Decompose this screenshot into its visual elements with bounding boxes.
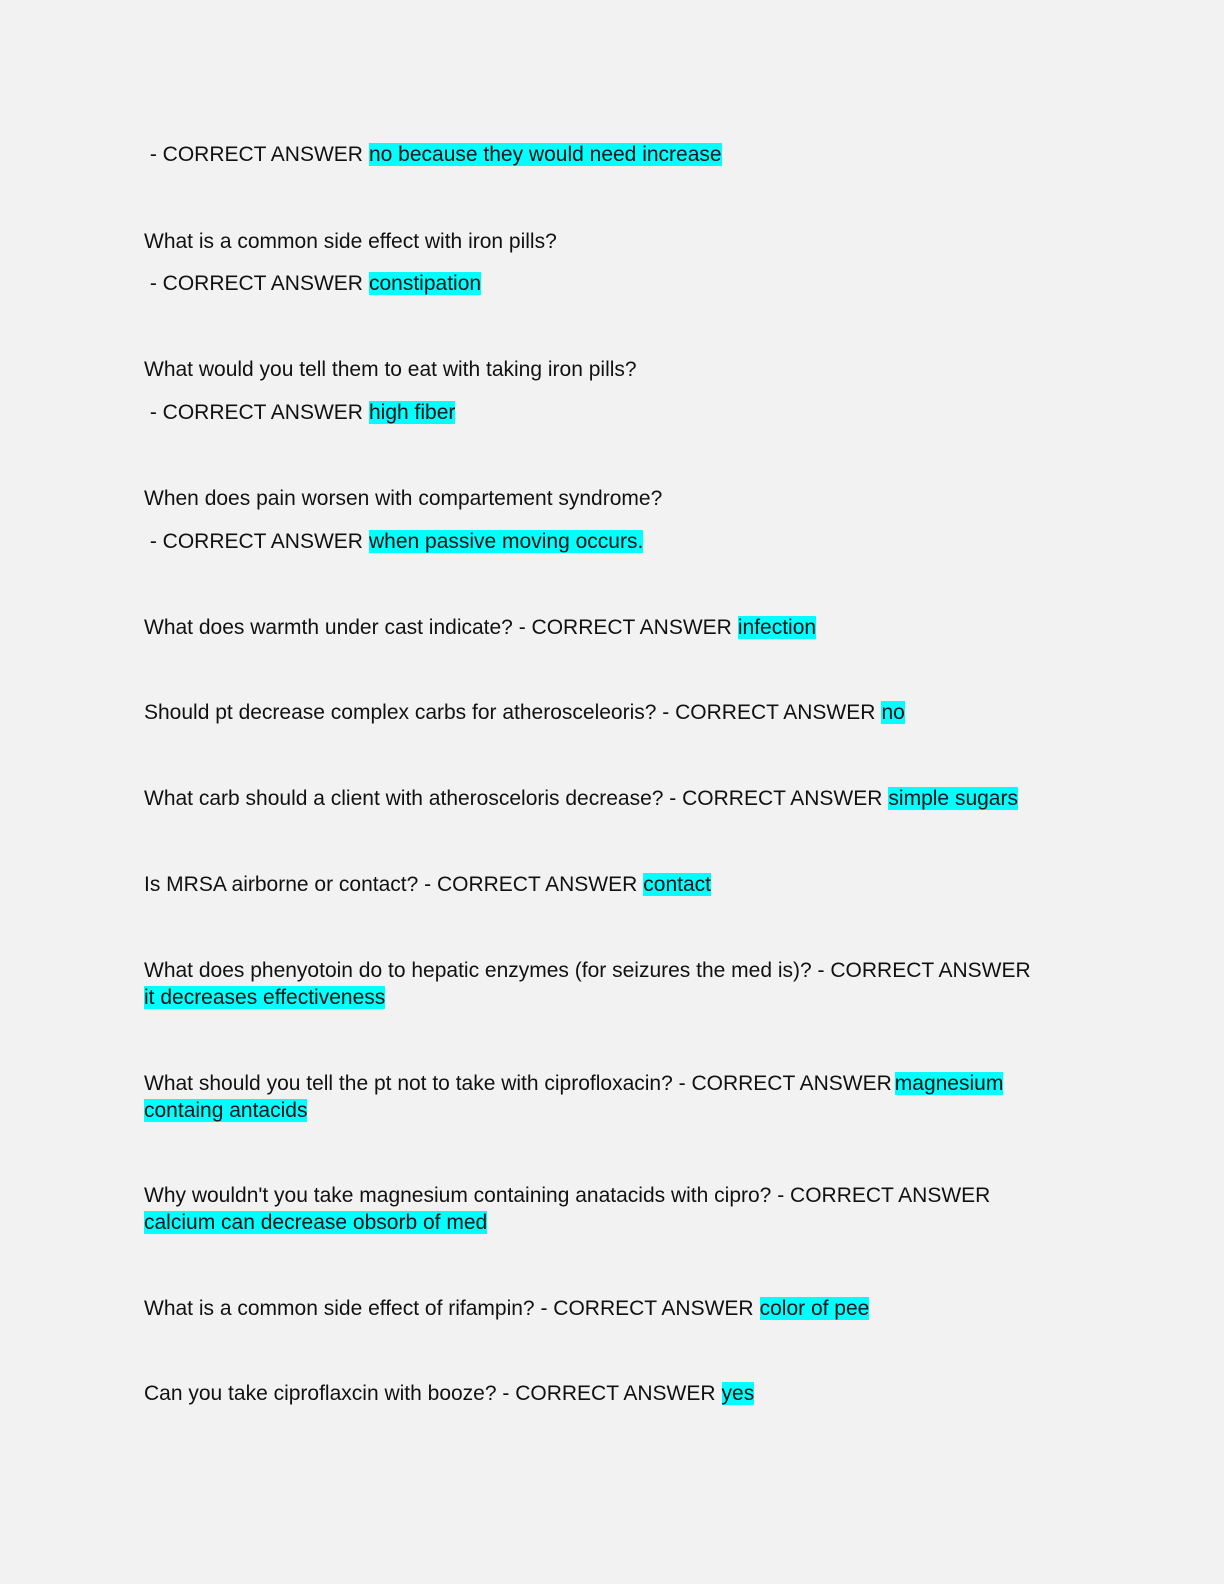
highlighted-answer: no because they would need increase xyxy=(368,143,722,166)
highlighted-answer: calcium can decrease obsorb of med xyxy=(144,1211,488,1234)
qa-line xyxy=(144,1070,1003,1097)
highlighted-answer: simple sugars xyxy=(888,787,1018,810)
answer-line xyxy=(144,141,722,168)
question-text: When does pain worsen with compartement syndrome? xyxy=(144,487,663,510)
answer-label: - CORRECT ANSWER xyxy=(149,272,363,295)
answer-label: - CORRECT ANSWER xyxy=(669,787,883,810)
highlighted-answer: constipation xyxy=(368,272,482,295)
highlighted-answer: infection xyxy=(737,616,817,639)
answer-label: - CORRECT ANSWER xyxy=(424,873,638,896)
qa-line xyxy=(144,1380,754,1407)
question-text: What should you tell the pt not to take with ciprofloxacin? xyxy=(144,1072,673,1095)
qa-line xyxy=(144,1295,869,1322)
question-text: What carb should a client with atherosceloris decrease? xyxy=(144,787,664,810)
question-text: What is a common side effect with iron pills? xyxy=(144,230,557,253)
answer-label: - CORRECT ANSWER xyxy=(149,401,363,424)
answer-label: - CORRECT ANSWER xyxy=(662,701,876,724)
question-text: What would you tell them to eat with taking iron pills? xyxy=(144,358,637,381)
highlighted-answer: no xyxy=(881,701,905,724)
answer-label: - CORRECT ANSWER xyxy=(149,530,363,553)
answer-label: - CORRECT ANSWER xyxy=(518,616,732,639)
answer-label: - CORRECT ANSWER xyxy=(678,1072,892,1095)
question-text: Why wouldn't you take magnesium containing anatacids with cipro? xyxy=(144,1184,772,1207)
answer-line xyxy=(144,984,385,1011)
highlighted-answer: high fiber xyxy=(368,401,456,424)
question-text: Can you take ciproflaxcin with booze? xyxy=(144,1382,497,1405)
highlighted-answer: contact xyxy=(643,873,711,896)
qa-line xyxy=(144,1182,990,1209)
answer-line xyxy=(144,528,643,555)
highlighted-answer: color of pee xyxy=(759,1297,870,1320)
qa-line xyxy=(144,871,711,898)
question-text: What is a common side effect of rifampin? xyxy=(144,1297,535,1320)
highlighted-answer: it decreases effectiveness xyxy=(144,986,386,1009)
question-text: What does phenyotoin do to hepatic enzymes (for seizures the med is)? xyxy=(144,959,812,982)
qa-line xyxy=(144,614,816,641)
highlighted-answer: containg antacids xyxy=(144,1099,308,1122)
answer-label: - CORRECT ANSWER xyxy=(817,959,1031,982)
qa-line xyxy=(144,957,1031,984)
answer-label: - CORRECT ANSWER xyxy=(540,1297,754,1320)
highlighted-answer: when passive moving occurs. xyxy=(368,530,644,553)
answer-label: - CORRECT ANSWER xyxy=(502,1382,716,1405)
question-text: What does warmth under cast indicate? xyxy=(144,616,513,639)
answer-line xyxy=(144,1209,487,1236)
answer-line xyxy=(144,399,455,426)
question-text: Should pt decrease complex carbs for atherosceleoris? xyxy=(144,701,657,724)
qa-line xyxy=(144,785,1018,812)
answer-label: - CORRECT ANSWER xyxy=(777,1184,991,1207)
question-text: Is MRSA airborne or contact? xyxy=(144,873,419,896)
answer-line xyxy=(144,1097,307,1124)
highlighted-answer: magnesium xyxy=(894,1072,1004,1095)
answer-line xyxy=(144,270,481,297)
qa-line xyxy=(144,699,905,726)
answer-label: - CORRECT ANSWER xyxy=(149,143,363,166)
highlighted-answer: yes xyxy=(721,1382,755,1405)
